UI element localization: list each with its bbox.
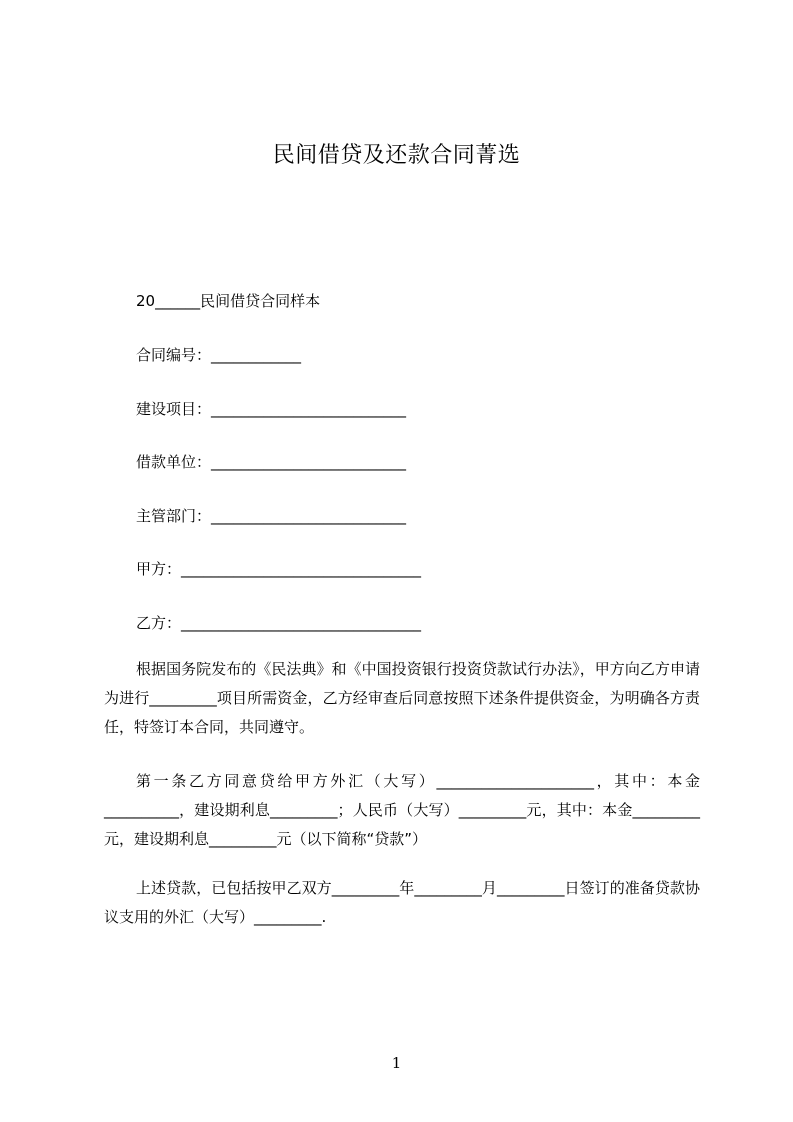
construction-project-field: 建设项目：__________________________	[136, 400, 407, 418]
contract-number-field: 合同编号：____________	[136, 346, 302, 364]
contract-sample-subtitle: 20______民间借贷合同样本	[136, 292, 321, 310]
document-title: 民间借贷及还款合同菁选	[272, 143, 521, 168]
party-b-field: 乙方：________________________________	[136, 614, 422, 632]
loan-inclusion-paragraph: 上述贷款，已包括按甲乙双方_________年_________月_________日签订的准备贷款协议支用的外汇（大写）_________.	[104, 879, 700, 926]
supervising-department-field: 主管部门：__________________________	[136, 507, 407, 525]
article-one-paragraph: 第一条乙方同意贷给甲方外汇（大写）_____________________，其中：本金__________，建设期利息_________；人民币（大写）_________元，其中：本金_________元，建设期利息_________元（以下简称“贷款”）	[104, 772, 700, 848]
intro-paragraph: 根据国务院发布的《民法典》和《中国投资银行投资贷款试行办法》，甲方向乙方申请为进行_________项目所需资金，乙方经审查后同意按照下述条件提供资金，为明确各方责任，特签订本合同，共同遵守。	[104, 660, 700, 736]
borrower-unit-field: 借款单位：__________________________	[136, 453, 407, 471]
party-a-field: 甲方：________________________________	[136, 560, 422, 578]
page-number: 1	[391, 1054, 402, 1072]
